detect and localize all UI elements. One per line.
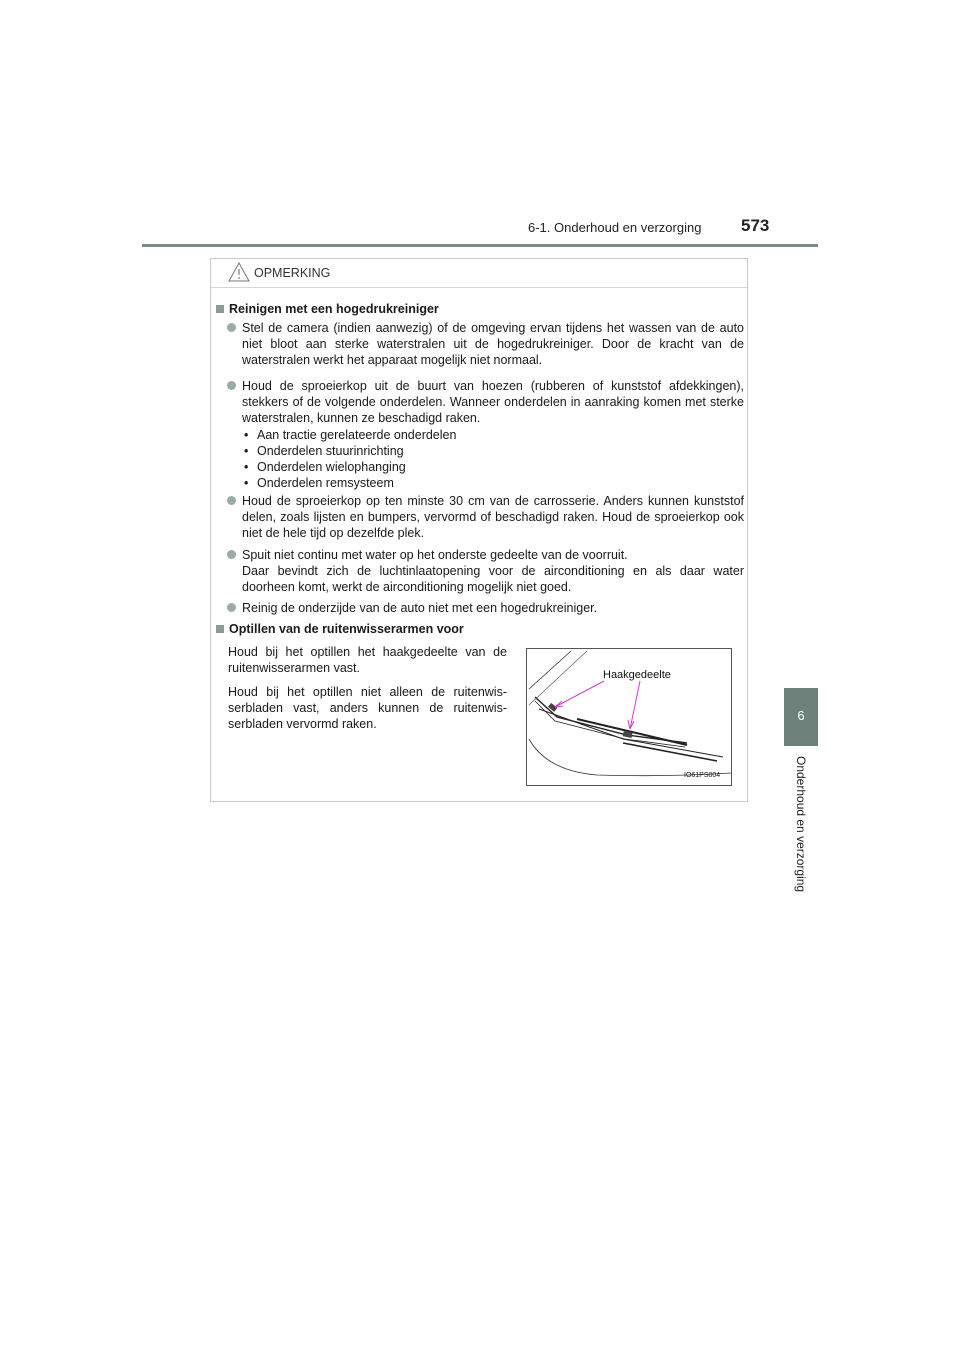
figure-label: Haakgedeelte — [603, 669, 671, 681]
item-text: Spuit niet continu met water op het onderste gedeelte van de voorruit. — [242, 548, 628, 562]
chapter-label-text: Onderhoud en verzorging — [794, 756, 808, 893]
wiper-paragraph-2: Houd bij het optillen niet alleen de ruitenwis-serbladen vast, anders kunnen de ruitenwis-serbladen vervormd raken. — [228, 685, 507, 731]
header-rule — [142, 244, 818, 247]
section-heading-text: Reinigen met een hogedrukreiniger — [229, 302, 439, 316]
chapter-tab: 6 — [784, 688, 818, 746]
item-text: Houd de sproeierkop uit de buurt van hoezen (rubberen of kunststof afdekkingen), stekkers of de volgende onderdelen. Wanneer onderdelen in aanraking komen met sterke waterstralen, kunnen ze beschadigd raken. — [242, 379, 744, 425]
sub-list-item: • Onderdelen stuurinrichting — [242, 443, 456, 459]
round-bullet-icon — [227, 550, 236, 559]
sub-list-item: • Aan tractie gerelateerde onderdelen — [242, 427, 456, 443]
wiper-paragraph-1: Houd bij het optillen het haakgedeelte van de ruitenwisserarmen vast. — [228, 645, 507, 675]
section-heading-text: Optillen van de ruitenwisserarmen voor — [229, 622, 464, 636]
list-item — [227, 493, 744, 541]
section-heading-cleaning — [216, 302, 439, 316]
figure-code: IO61PS004 — [684, 772, 721, 779]
notice-box — [210, 258, 748, 802]
page-number: 573 — [741, 216, 770, 235]
list-item — [227, 320, 744, 368]
item-text: Stel de camera (indien aanwezig) of de omgeving ervan tijdens het wassen van de auto niet bloot aan sterke waterstralen uit de hogedrukreiniger. Door de kracht van de waterstralen werkt het apparaat mogelijk niet normaal. — [242, 321, 744, 367]
sub-list-item: • Onderdelen remsysteem — [242, 475, 456, 491]
chapter-label — [784, 756, 818, 906]
wiper-figure — [526, 648, 732, 786]
list-item — [227, 378, 744, 426]
round-bullet-icon — [227, 381, 236, 390]
notice-title: OPMERKING — [254, 266, 331, 280]
item-text-continued: Daar bevindt zich de luchtinlaatopening voor de airconditioning en als daar water doorheen komt, werkt de airconditioning mogelijk niet goed. — [242, 564, 744, 594]
round-bullet-icon — [227, 496, 236, 505]
list-item — [227, 547, 744, 595]
list-item — [227, 600, 744, 616]
notice-header — [211, 259, 747, 288]
square-bullet-icon — [216, 305, 224, 313]
section-header: 6-1. Onderhoud en verzorging — [528, 220, 702, 235]
square-bullet-icon — [216, 625, 224, 633]
item-text: Houd de sproeierkop op ten minste 30 cm van de carrosserie. Anders kunnen kunststof delen, zoals lijsten en bumpers, vervormd of beschadigd raken. Houd de sproeierkop ook niet de hele tijd op dezelfde plek. — [242, 494, 744, 540]
round-bullet-icon — [227, 603, 236, 612]
warning-icon — [227, 261, 251, 283]
sub-list — [242, 427, 456, 491]
round-bullet-icon — [227, 323, 236, 332]
item-text: Reinig de onderzijde van de auto niet met een hogedrukreiniger. — [242, 601, 598, 615]
sub-list-item: • Onderdelen wielophanging — [242, 459, 456, 475]
section-heading-wiper — [216, 622, 464, 636]
